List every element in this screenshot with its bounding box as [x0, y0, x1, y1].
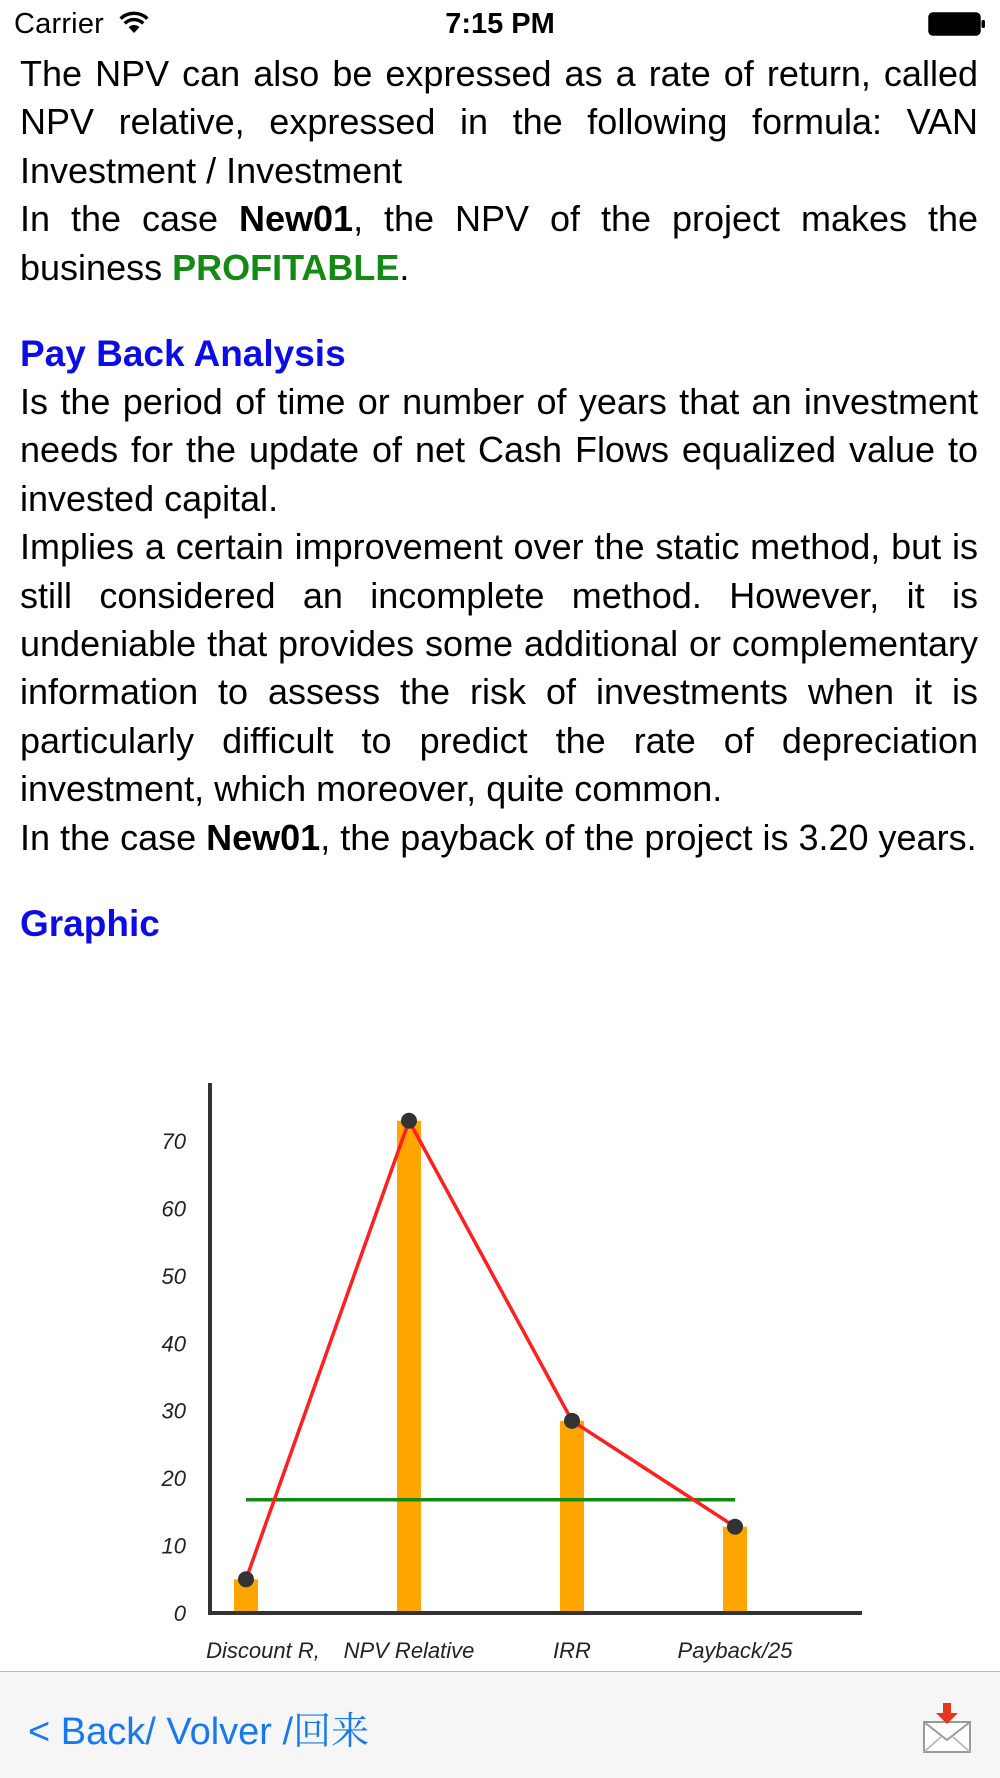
data-point	[238, 1571, 254, 1587]
data-point	[564, 1413, 580, 1429]
y-tick-label: 30	[161, 1398, 186, 1424]
chart-bar	[560, 1421, 584, 1613]
payback-result-prefix: In the case	[20, 816, 207, 858]
y-tick-label: 60	[161, 1196, 186, 1222]
status-bar	[0, 0, 1000, 48]
npv-result-suffix: .	[399, 246, 410, 288]
chart-bar	[397, 1121, 421, 1613]
back-button[interactable]: < Back/ Volver /回来	[28, 1711, 370, 1753]
npv-result-middle: , the NPV of the project makes the business	[20, 198, 979, 288]
payback-result-suffix: , the payback of the project is 3.20 years.	[320, 816, 977, 858]
x-category-label: Discount R,	[206, 1638, 320, 1663]
series-line	[246, 1121, 735, 1580]
y-tick-label: 20	[161, 1466, 186, 1492]
payback-method-paragraph: Implies a certain improvement over the static method, but is still considered an incomplete method. However, it is undeniable that provides some additional or complementary information to assess the risk of investments when it is particularly difficult to predict the rate of depreciation investment, which moreover, quite common.	[20, 526, 978, 810]
chart-bar	[723, 1527, 747, 1613]
data-point	[727, 1519, 743, 1535]
analysis-chart	[0, 1065, 1000, 1677]
carrier-label: Carrier	[14, 8, 105, 40]
x-category-label: Payback/25	[677, 1638, 793, 1663]
npv-relative-paragraph: The NPV can also be expressed as a rate of return, called NPV relative, expressed in the following formula: VAN Investment / Investment	[20, 53, 978, 191]
y-tick-label: 70	[161, 1129, 186, 1154]
chart-svg	[0, 1065, 1000, 1677]
status-time: 7:15 PM	[445, 8, 555, 40]
mail-download-icon[interactable]	[922, 1702, 972, 1754]
payback-section-title: Pay Back Analysis	[20, 333, 346, 375]
y-tick-label: 50	[161, 1263, 186, 1289]
spacer	[20, 862, 978, 900]
payback-result-paragraph	[20, 814, 978, 862]
bottom-toolbar	[0, 1671, 1000, 1778]
article-content	[20, 50, 978, 948]
case-name: New01	[206, 816, 321, 858]
profitable-status: PROFITABLE	[172, 246, 400, 288]
x-category-label: NPV Relative	[343, 1638, 475, 1663]
spacer	[20, 292, 978, 330]
case-name: New01	[238, 198, 354, 240]
payback-definition-paragraph: Is the period of time or number of years that an investment needs for the update of net Cash Flows equalized value to invested capital.	[20, 381, 978, 519]
y-tick-label: 40	[161, 1331, 186, 1357]
graphic-section-title: Graphic	[20, 903, 160, 945]
data-point	[401, 1113, 417, 1129]
x-category-label: IRR	[553, 1638, 591, 1663]
battery-icon	[928, 12, 986, 36]
y-tick-label: 0	[173, 1601, 186, 1626]
npv-result-paragraph	[20, 195, 978, 292]
npv-result-prefix: In the case	[20, 198, 239, 240]
y-tick-label: 10	[161, 1533, 186, 1559]
